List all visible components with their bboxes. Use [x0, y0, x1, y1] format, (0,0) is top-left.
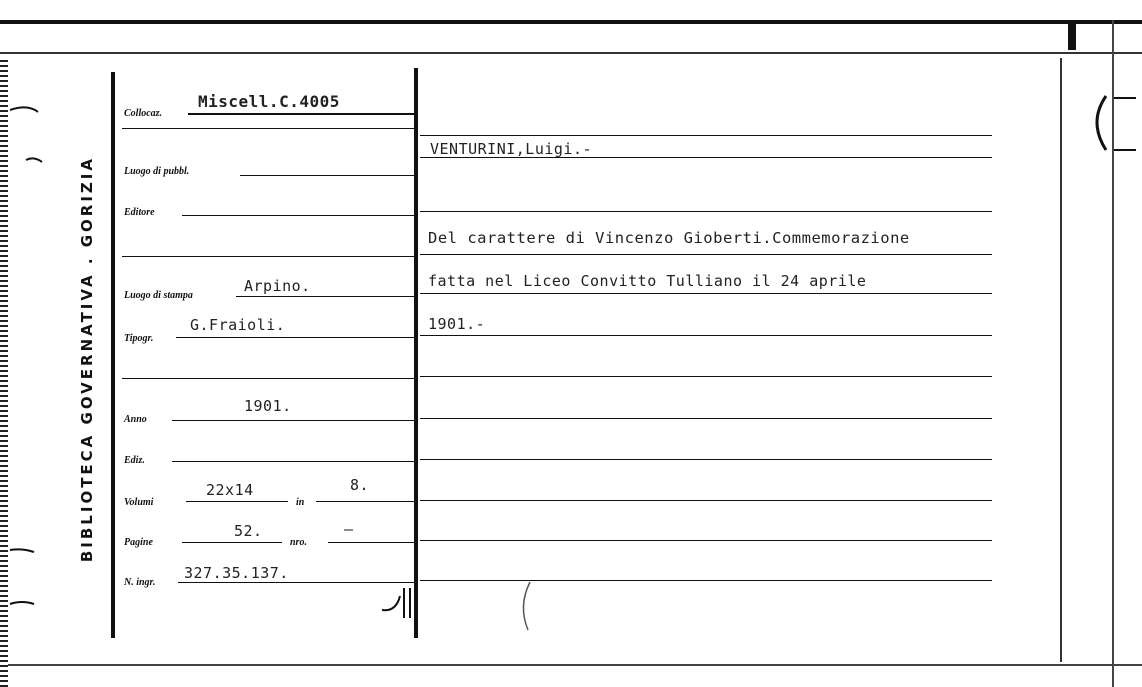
luogo-pubbl-label: Luogo di pubbl. [124, 166, 190, 177]
editore-label: Editore [124, 207, 155, 218]
n-ingr-label: N. ingr. [124, 577, 156, 588]
in-line [316, 501, 416, 502]
in-label: in [296, 497, 305, 508]
institution-name: BIBLIOTECA GOVERNATIVA . GORIZIA [78, 156, 96, 563]
volumi-label: Volumi [124, 497, 154, 508]
left-edge-strip [0, 60, 8, 687]
volumi-line [186, 501, 288, 502]
right-rule-12 [420, 580, 992, 581]
hole-punch-bracket [1084, 92, 1142, 156]
pagine-value: 52. [234, 522, 263, 540]
title-line-1: Del carattere di Vincenzo Gioberti.Commemorazione [428, 229, 910, 247]
tipogr-value: G.Fraioli. [190, 316, 286, 334]
tipogr-label: Tipogr. [124, 333, 154, 344]
ediz-label: Ediz. [124, 455, 145, 466]
right-rule-8 [420, 418, 992, 419]
right-rule-3 [420, 211, 992, 212]
row-separator-1 [122, 128, 416, 129]
right-rule-1 [420, 135, 992, 136]
top-right-tick [1068, 22, 1076, 50]
right-rule-4 [420, 254, 992, 255]
anno-value: 1901. [244, 397, 292, 415]
nro-line [328, 542, 416, 543]
title-line-3: 1901.- [428, 315, 486, 333]
nro-label: nro. [290, 537, 307, 548]
right-rule-5 [420, 293, 992, 294]
collocazione-line [188, 113, 416, 115]
right-rule-10 [420, 500, 992, 501]
pagine-line [182, 542, 282, 543]
middle-column-border [414, 68, 418, 638]
luogo-pubbl-line [240, 175, 416, 176]
institution-vertical-text [76, 112, 98, 607]
top-border-thin [0, 52, 1142, 54]
row-separator-3 [122, 378, 416, 379]
right-rule-6 [420, 335, 992, 336]
author-heading: VENTURINI,Luigi.- [430, 140, 593, 158]
collocazione-label: Collocaz. [124, 108, 163, 119]
in-value: 8. [350, 476, 370, 494]
anno-label: Anno [124, 414, 147, 425]
bottom-border [0, 664, 1142, 666]
handwritten-mark [378, 582, 414, 622]
editore-line [182, 215, 416, 216]
left-column-border [111, 72, 115, 638]
right-rule-7 [420, 376, 992, 377]
volumi-value: 22x14 [206, 481, 254, 499]
right-rule-11 [420, 540, 992, 541]
anno-line [172, 420, 416, 421]
top-border [0, 20, 1142, 24]
pagine-label: Pagine [124, 537, 153, 548]
luogo-stampa-line [236, 296, 416, 297]
ediz-line [172, 461, 416, 462]
pencil-arc-mark [516, 580, 536, 634]
collocazione-value: Miscell.C.4005 [198, 92, 340, 111]
right-rule-9 [420, 459, 992, 460]
luogo-stampa-value: Arpino. [244, 277, 311, 295]
left-edge-marks [8, 100, 48, 620]
n-ingr-value: 327.35.137. [184, 564, 289, 582]
tipogr-line [176, 337, 416, 338]
title-line-2: fatta nel Liceo Convitto Tulliano il 24 aprile [428, 272, 867, 290]
row-separator-2 [122, 256, 416, 257]
luogo-stampa-label: Luogo di stampa [124, 290, 193, 301]
nro-value: — [344, 520, 354, 538]
